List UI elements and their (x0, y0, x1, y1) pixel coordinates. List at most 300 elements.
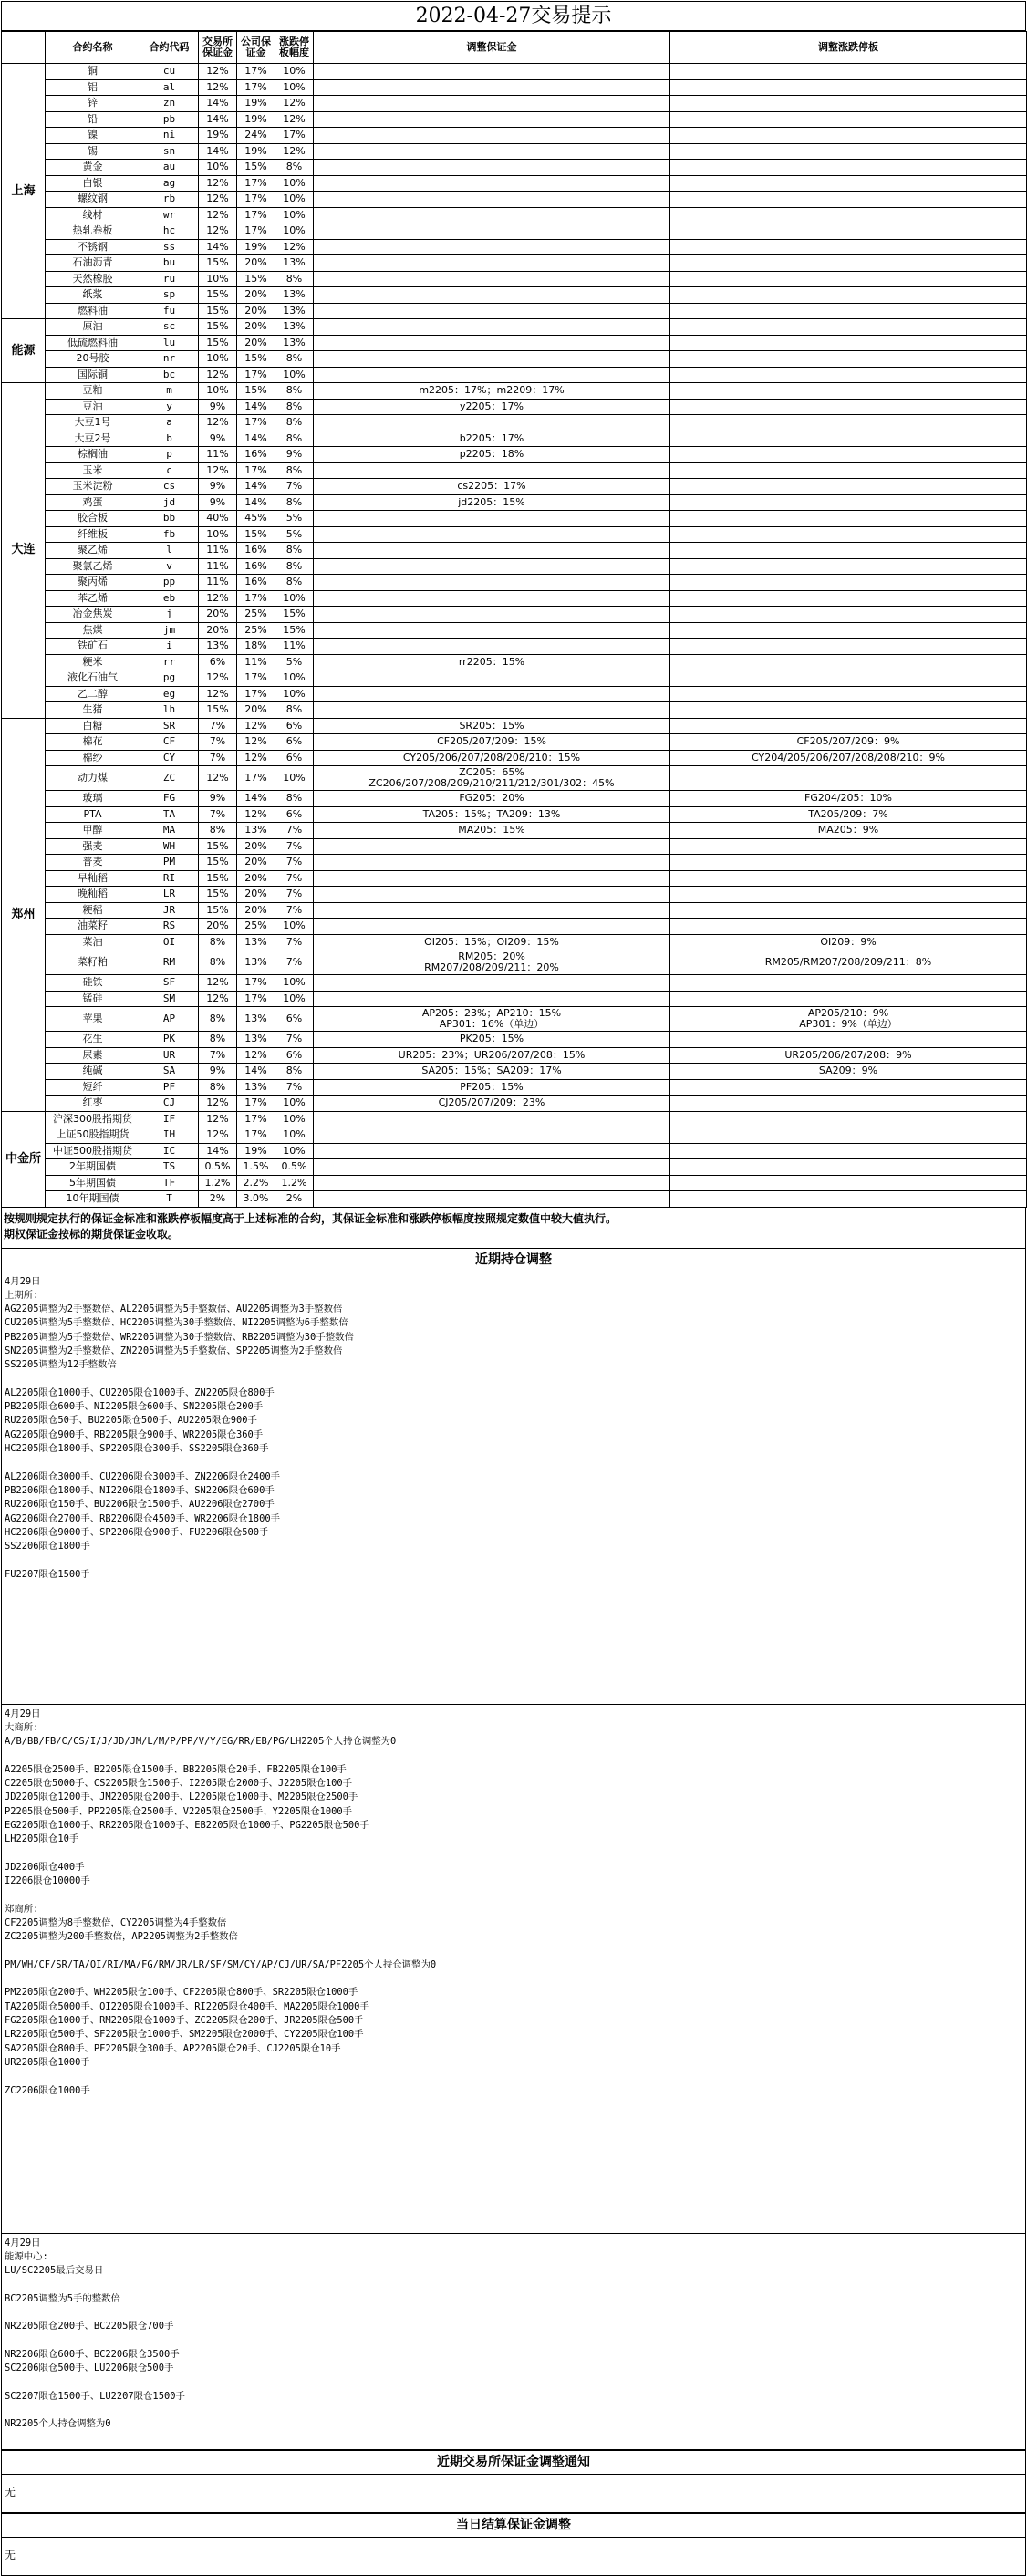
cell-company-margin: 16% (237, 543, 275, 559)
cell-company-margin: 17% (237, 223, 275, 240)
cell-company-margin: 15% (237, 526, 275, 543)
cell-adjust-margin: m2205：17%；m2209：17% (314, 383, 670, 400)
notice-line: SN2205调整为2手整数倍、ZN2205调整为5手整数倍、SP2205调整为2手整数倍 (5, 1345, 343, 1356)
cell-code: zn (140, 96, 199, 112)
table-row (2, 1032, 1027, 1048)
cell-exch-margin: 14% (199, 111, 237, 128)
cell-exch-margin: 15% (199, 887, 237, 903)
cell-adjust-limit (670, 607, 1027, 623)
notice-line: ZC2205调整为200手整数倍，AP2205调整为2手整数倍 (5, 1931, 238, 1943)
cell-limit: 10% (275, 670, 314, 687)
cell-company-margin: 16% (237, 447, 275, 463)
position-adjust-title: 近期持仓调整 (1, 1248, 1026, 1272)
cell-code: y (140, 399, 199, 415)
cell-company-margin: 1.5% (237, 1159, 275, 1176)
table-row (2, 766, 1027, 791)
cell-limit: 5% (275, 654, 314, 670)
column-header: 调整保证金 (314, 32, 670, 64)
cell-code: au (140, 160, 199, 176)
cell-company-margin: 20% (237, 287, 275, 304)
cell-name: 纸浆 (46, 287, 140, 304)
cell-exch-margin: 15% (199, 902, 237, 919)
cell-adjust-margin (314, 526, 670, 543)
notice-line: A2205限仓2500手、B2205限仓1500手、BB2205限仓20手、FB2205限仓100手 (5, 1763, 347, 1775)
table-row (2, 526, 1027, 543)
cell-adjust-margin: FG205：20% (314, 791, 670, 807)
cell-adjust-margin: jd2205：15% (314, 494, 670, 511)
cell-name: 晚籼稻 (46, 887, 140, 903)
rule-note (1, 1208, 1026, 1248)
cell-exch-margin: 12% (199, 1111, 237, 1127)
cell-code: TF (140, 1175, 199, 1191)
cell-code: bb (140, 511, 199, 527)
cell-exch-margin: 12% (199, 192, 237, 208)
notice-line: TA2205限仓5000手、OI2205限仓1000手、RI2205限仓400手、MA2205限仓1000手 (5, 2000, 369, 2012)
cell-company-margin: 13% (237, 1007, 275, 1032)
cell-adjust-margin (314, 367, 670, 383)
notice-line: A/B/BB/FB/C/CS/I/J/JD/JM/L/M/P/PP/V/Y/EG/RR/EB/PG/LH2205个人持仓调整为0 (5, 1736, 397, 1748)
cell-name: 玉米 (46, 462, 140, 479)
cell-limit: 10% (275, 766, 314, 791)
cell-code: ZC (140, 766, 199, 791)
table-row (2, 590, 1027, 607)
cell-adjust-limit (670, 991, 1027, 1007)
cell-code: cs (140, 479, 199, 495)
cell-name: 粳米 (46, 654, 140, 670)
cell-limit: 12% (275, 111, 314, 128)
table-row (2, 855, 1027, 871)
cell-company-margin: 15% (237, 271, 275, 287)
cell-adjust-limit (670, 526, 1027, 543)
cell-company-margin: 16% (237, 558, 275, 575)
cell-adjust-margin (314, 1127, 670, 1144)
cell-company-margin: 19% (237, 1143, 275, 1159)
cell-adjust-margin: rr2205：15% (314, 654, 670, 670)
cell-limit: 5% (275, 526, 314, 543)
exchange-cell: 大连 (2, 383, 46, 719)
cell-exch-margin: 15% (199, 319, 237, 336)
cell-limit: 11% (275, 639, 314, 655)
table-row (2, 558, 1027, 575)
cell-code: sp (140, 287, 199, 304)
table-row (2, 575, 1027, 591)
cell-adjust-margin (314, 1175, 670, 1191)
cell-limit: 10% (275, 1143, 314, 1159)
settlement-margin-title: 当日结算保证金调整 (1, 2513, 1026, 2538)
cell-adjust-limit: CY204/205/206/207/208/208/210：9% (670, 750, 1027, 766)
cell-adjust-margin: OI205：15%；OI209：15% (314, 934, 670, 950)
notice-line (5, 1972, 1022, 1986)
column-header: 调整涨跌停板 (670, 32, 1027, 64)
cell-adjust-margin: PK205：15% (314, 1032, 670, 1048)
table-row (2, 255, 1027, 272)
cell-name: 5年期国债 (46, 1175, 140, 1191)
table-row (2, 1064, 1027, 1080)
cell-company-margin: 20% (237, 838, 275, 855)
position-adjust-shfe (1, 1272, 1026, 1705)
cell-code: i (140, 639, 199, 655)
cell-code: a (140, 415, 199, 431)
cell-limit: 8% (275, 1064, 314, 1080)
cell-adjust-limit (670, 494, 1027, 511)
cell-name: 白银 (46, 175, 140, 192)
notice-line (5, 1373, 1022, 1387)
table-row (2, 1143, 1027, 1159)
table-header-row (2, 32, 1027, 64)
cell-adjust-limit (670, 870, 1027, 887)
table-row (2, 1127, 1027, 1144)
cell-company-margin: 12% (237, 718, 275, 734)
cell-adjust-limit (670, 1143, 1027, 1159)
table-row (2, 1047, 1027, 1064)
cell-adjust-limit (670, 335, 1027, 351)
cell-company-margin: 14% (237, 479, 275, 495)
cell-adjust-margin: b2205：17% (314, 431, 670, 447)
cell-company-margin: 17% (237, 207, 275, 223)
cell-limit: 8% (275, 791, 314, 807)
notice-line: PB2205调整为5手整数倍、WR2205调整为30手整数倍、RB2205调整为30手整数倍 (5, 1331, 354, 1343)
cell-company-margin: 2.2% (237, 1175, 275, 1191)
cell-adjust-limit (670, 447, 1027, 463)
notice-line (5, 2306, 1022, 2320)
cell-adjust-margin (314, 239, 670, 255)
cell-adjust-margin (314, 855, 670, 871)
notice-line (5, 1749, 1022, 1762)
cell-exch-margin: 11% (199, 558, 237, 575)
cell-exch-margin: 1.2% (199, 1175, 237, 1191)
cell-exch-margin: 20% (199, 919, 237, 935)
table-row (2, 718, 1027, 734)
cell-code: m (140, 383, 199, 400)
cell-adjust-limit (670, 271, 1027, 287)
cell-limit: 10% (275, 1096, 314, 1112)
notice-line: LH2205限仓10手 (5, 1833, 79, 1845)
notice-line: FG2205限仓1000手、RM2205限仓1000手、ZC2205限仓200手、JR2205限仓500手 (5, 2015, 364, 2027)
cell-company-margin: 20% (237, 887, 275, 903)
cell-limit: 13% (275, 319, 314, 336)
cell-limit: 9% (275, 447, 314, 463)
cell-name: 油菜籽 (46, 919, 140, 935)
cell-exch-margin: 11% (199, 447, 237, 463)
cell-adjust-margin: cs2205：17% (314, 479, 670, 495)
cell-code: jm (140, 622, 199, 639)
cell-adjust-margin: PF205：15% (314, 1079, 670, 1096)
cell-company-margin: 11% (237, 654, 275, 670)
cell-exch-margin: 10% (199, 526, 237, 543)
cell-adjust-margin: TA205：15%；TA209：13% (314, 806, 670, 823)
notice-line: SC2207限仓1500手、LU2207限仓1500手 (5, 2390, 185, 2402)
cell-exch-margin: 15% (199, 870, 237, 887)
table-row (2, 192, 1027, 208)
cell-code: b (140, 431, 199, 447)
cell-name: 普麦 (46, 855, 140, 871)
cell-name: 纤维板 (46, 526, 140, 543)
cell-exch-margin: 12% (199, 367, 237, 383)
cell-limit: 6% (275, 750, 314, 766)
cell-adjust-limit (670, 855, 1027, 871)
cell-company-margin: 12% (237, 1047, 275, 1064)
cell-company-margin: 17% (237, 462, 275, 479)
cell-exch-margin: 15% (199, 287, 237, 304)
cell-adjust-limit (670, 383, 1027, 400)
cell-code: PK (140, 1032, 199, 1048)
cell-exch-margin: 11% (199, 543, 237, 559)
cell-adjust-limit (670, 192, 1027, 208)
cell-name: 玻璃 (46, 791, 140, 807)
cell-name: 早籼稻 (46, 870, 140, 887)
cell-exch-margin: 13% (199, 639, 237, 655)
cell-adjust-margin: SA205：15%；SA209：17% (314, 1064, 670, 1080)
cell-company-margin: 19% (237, 239, 275, 255)
cell-company-margin: 25% (237, 919, 275, 935)
notice-line (5, 2278, 1022, 2291)
cell-code: TA (140, 806, 199, 823)
notice-line: PB2206限仓1800手、NI2206限仓1800手、SN2206限仓600手 (5, 1484, 275, 1496)
cell-adjust-limit (670, 79, 1027, 96)
cell-adjust-margin (314, 207, 670, 223)
cell-adjust-margin (314, 639, 670, 655)
cell-limit: 0.5% (275, 1159, 314, 1176)
cell-code: cu (140, 64, 199, 80)
cell-exch-margin: 8% (199, 823, 237, 839)
cell-exch-margin: 15% (199, 303, 237, 319)
cell-code: p (140, 447, 199, 463)
cell-name: 鸡蛋 (46, 494, 140, 511)
cell-name: 苯乙烯 (46, 590, 140, 607)
cell-code: eg (140, 686, 199, 702)
margin-table (1, 31, 1027, 1208)
cell-adjust-limit (670, 239, 1027, 255)
exchange-margin-notice-body: 无 (1, 2475, 1026, 2513)
cell-name: 上证50股指期货 (46, 1127, 140, 1144)
cell-limit: 7% (275, 887, 314, 903)
cell-exch-margin: 7% (199, 1047, 237, 1064)
cell-limit: 6% (275, 718, 314, 734)
table-row (2, 1175, 1027, 1191)
notice-line: AG2205限仓900手、RB2205限仓900手、WR2205限仓360手 (5, 1428, 264, 1440)
cell-exch-margin: 7% (199, 718, 237, 734)
cell-name: 白糖 (46, 718, 140, 734)
cell-adjust-limit (670, 399, 1027, 415)
cell-adjust-limit (670, 351, 1027, 368)
table-row (2, 160, 1027, 176)
cell-company-margin: 17% (237, 64, 275, 80)
cell-limit: 8% (275, 351, 314, 368)
cell-adjust-limit (670, 702, 1027, 719)
cell-code: rb (140, 192, 199, 208)
cell-adjust-limit (670, 207, 1027, 223)
cell-exch-margin: 12% (199, 223, 237, 240)
notice-line (5, 2375, 1022, 2389)
cell-exch-margin: 8% (199, 1079, 237, 1096)
table-row (2, 1191, 1027, 1208)
column-header (2, 32, 46, 64)
cell-limit: 8% (275, 271, 314, 287)
table-row (2, 919, 1027, 935)
table-row (2, 622, 1027, 639)
cell-code: al (140, 79, 199, 96)
cell-limit: 10% (275, 975, 314, 992)
notice-line (5, 1846, 1022, 1860)
cell-code: bc (140, 367, 199, 383)
cell-name: 黄金 (46, 160, 140, 176)
notice-line: 4月29日 (5, 1708, 41, 1719)
cell-adjust-limit (670, 1111, 1027, 1127)
cell-limit: 17% (275, 128, 314, 144)
notice-line: HC2206限仓9000手、SP2206限仓900手、FU2206限仓500手 (5, 1526, 269, 1538)
cell-company-margin: 15% (237, 383, 275, 400)
table-row (2, 271, 1027, 287)
cell-adjust-limit (670, 64, 1027, 80)
cell-exch-margin: 12% (199, 207, 237, 223)
cell-exch-margin: 10% (199, 351, 237, 368)
cell-code: sc (140, 319, 199, 336)
cell-code: jd (140, 494, 199, 511)
table-row (2, 902, 1027, 919)
cell-limit: 6% (275, 734, 314, 751)
notice-line: CF2205调整为8手整数倍，CY2205调整为4手整数倍 (5, 1916, 227, 1928)
cell-code: PM (140, 855, 199, 871)
cell-code: JR (140, 902, 199, 919)
table-row (2, 431, 1027, 447)
cell-adjust-margin: y2205：17% (314, 399, 670, 415)
cell-exch-margin: 9% (199, 479, 237, 495)
cell-adjust-limit (670, 718, 1027, 734)
cell-exch-margin: 12% (199, 462, 237, 479)
cell-adjust-margin (314, 96, 670, 112)
table-row (2, 686, 1027, 702)
cell-limit: 7% (275, 870, 314, 887)
notice-line: LR2205限仓500手、SF2205限仓1000手、SM2205限仓2000手、CY2205限仓100手 (5, 2029, 364, 2041)
notice-line (5, 2334, 1022, 2348)
cell-code: PF (140, 1079, 199, 1096)
cell-exch-margin: 12% (199, 175, 237, 192)
notice-line (5, 2070, 1022, 2083)
cell-name: 胶合板 (46, 511, 140, 527)
cell-adjust-limit (670, 111, 1027, 128)
cell-adjust-margin: AP205：23%；AP210：15% AP301：16%（单边） (314, 1007, 670, 1032)
cell-limit: 10% (275, 367, 314, 383)
cell-company-margin: 20% (237, 702, 275, 719)
notice-line: 4月29日 (5, 1275, 41, 1287)
cell-company-margin: 20% (237, 255, 275, 272)
notice-line: SC2206限仓500手、LU2206限仓500手 (5, 2363, 174, 2374)
cell-code: SR (140, 718, 199, 734)
cell-code: hc (140, 223, 199, 240)
cell-name: PTA (46, 806, 140, 823)
cell-exch-margin: 14% (199, 1143, 237, 1159)
cell-adjust-margin (314, 415, 670, 431)
position-adjust-dce-czce (1, 1705, 1026, 2234)
cell-company-margin: 15% (237, 160, 275, 176)
cell-limit: 7% (275, 1032, 314, 1048)
cell-adjust-margin: CY205/206/207/208/208/210：15% (314, 750, 670, 766)
cell-name: 尿素 (46, 1047, 140, 1064)
cell-name: 苹果 (46, 1007, 140, 1032)
cell-exch-margin: 12% (199, 991, 237, 1007)
table-row (2, 543, 1027, 559)
cell-adjust-margin: ZC205：65% ZC206/207/208/209/210/211/212/301/302：45% (314, 766, 670, 791)
cell-adjust-margin (314, 303, 670, 319)
cell-adjust-margin (314, 543, 670, 559)
table-row (2, 950, 1027, 975)
cell-code: CJ (140, 1096, 199, 1112)
cell-adjust-limit (670, 1191, 1027, 1208)
cell-name: 聚乙烯 (46, 543, 140, 559)
cell-limit: 7% (275, 838, 314, 855)
notice-line: PB2205限仓600手、NI2205限仓600手、SN2205限仓200手 (5, 1401, 264, 1413)
cell-name: 2年期国债 (46, 1159, 140, 1176)
cell-adjust-limit (670, 1175, 1027, 1191)
cell-limit: 10% (275, 79, 314, 96)
table-row (2, 870, 1027, 887)
cell-adjust-margin (314, 351, 670, 368)
table-row (2, 335, 1027, 351)
cell-adjust-limit (670, 511, 1027, 527)
cell-company-margin: 12% (237, 734, 275, 751)
table-row (2, 639, 1027, 655)
notice-line (5, 1456, 1022, 1470)
notice-line: EG2205限仓1000手、RR2205限仓1000手、EB2205限仓1000手、PG2205限仓500手 (5, 1819, 369, 1831)
cell-company-margin: 15% (237, 351, 275, 368)
cell-limit: 8% (275, 543, 314, 559)
table-row (2, 64, 1027, 80)
cell-name: 铅 (46, 111, 140, 128)
cell-name: 燃料油 (46, 303, 140, 319)
table-row (2, 494, 1027, 511)
cell-name: 中证500股指期货 (46, 1143, 140, 1159)
cell-code: lh (140, 702, 199, 719)
cell-code: ss (140, 239, 199, 255)
cell-exch-margin: 12% (199, 1127, 237, 1144)
table-row (2, 1079, 1027, 1096)
exchange-cell: 郑州 (2, 718, 46, 1111)
cell-name: 豆粕 (46, 383, 140, 400)
cell-limit: 13% (275, 255, 314, 272)
table-row (2, 319, 1027, 336)
cell-code: lu (140, 335, 199, 351)
cell-exch-margin: 12% (199, 1096, 237, 1112)
cell-name: 国际铜 (46, 367, 140, 383)
cell-company-margin: 17% (237, 192, 275, 208)
notice-line: AG2206限仓2700手、RB2206限仓4500手、WR2206限仓1800手 (5, 1512, 280, 1524)
cell-limit: 10% (275, 991, 314, 1007)
cell-code: TS (140, 1159, 199, 1176)
cell-limit: 10% (275, 223, 314, 240)
notice-line: NR2205限仓200手、BC2205限仓700手 (5, 2321, 174, 2332)
cell-limit: 6% (275, 1007, 314, 1032)
cell-adjust-limit (670, 128, 1027, 144)
notice-line: SS2206限仓1800手 (5, 1541, 90, 1553)
cell-adjust-margin: RM205：20% RM207/208/209/211：20% (314, 950, 670, 975)
cell-adjust-limit (670, 902, 1027, 919)
cell-adjust-limit (670, 303, 1027, 319)
cell-company-margin: 20% (237, 870, 275, 887)
table-row (2, 823, 1027, 839)
table-row (2, 128, 1027, 144)
cell-name: 铝 (46, 79, 140, 96)
cell-company-margin: 24% (237, 128, 275, 144)
notice-line: JD2205限仓1200手、JM2205限仓200手、L2205限仓1000手、M2205限仓2500手 (5, 1792, 358, 1803)
cell-limit: 7% (275, 950, 314, 975)
cell-code: bu (140, 255, 199, 272)
cell-exch-margin: 7% (199, 750, 237, 766)
table-row (2, 143, 1027, 160)
cell-company-margin: 20% (237, 303, 275, 319)
cell-exch-margin: 6% (199, 654, 237, 670)
cell-limit: 13% (275, 303, 314, 319)
cell-code: c (140, 462, 199, 479)
